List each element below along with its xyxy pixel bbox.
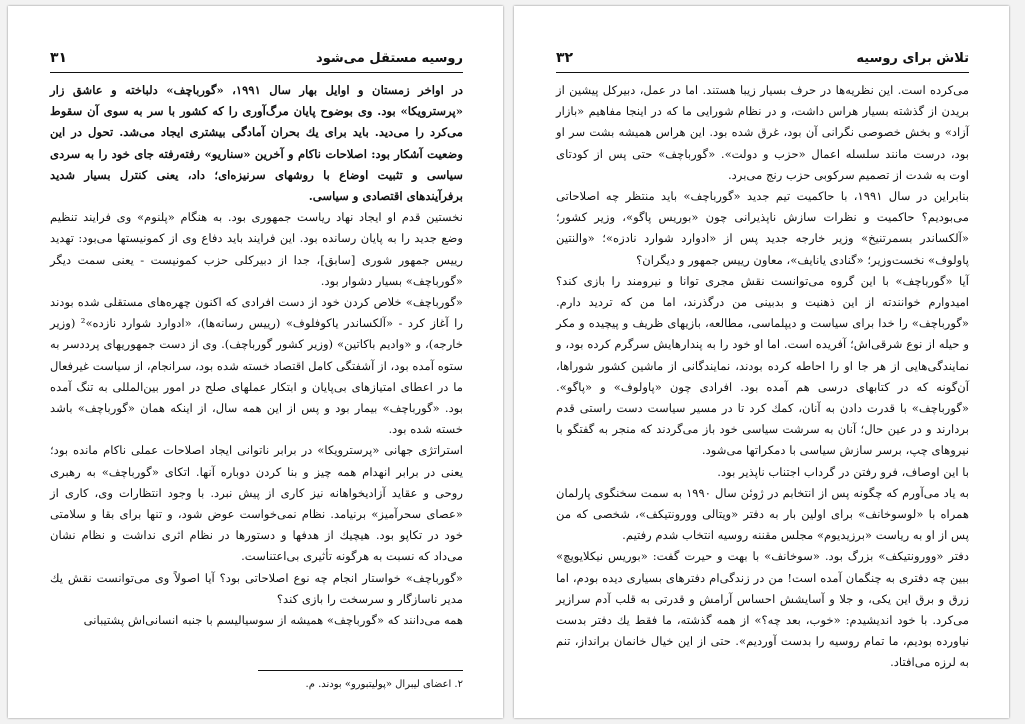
paragraph: «گورباچف» خواستار انجام چه نوع اصلاحاتی بود؟ آیا اصولاً وی می‌توانست نقش یك مدیر ناسازگار و سرسخت را بازی کند؟ [50, 570, 463, 606]
paragraph: «گورباچف» خلاص کردن خود از دست افرادی که اکنون چهره‌های مستقلی شده بودند را آغاز کرد - «آلکساندر یاکوفلوف» (رییس رسانه‌ها)، «ادوارد شوارد نازده»² (وزیر خارجه)، و «وادیم باکاتین» (وزیر کشور گورباچف). وی از دست جمهوریهای پرددسر به ستوه آمده بود، از آشفتگی کامل اقتصاد خسته شده بود، سرانجام، از سیاست غیرفعال ما در اعطای امتیازهای بی‌پایان و ابتکار عملهای صلح در امور بین‌المللی به تنگ آمده بود. «گورباچف» بیمار بود و پس از این همه سال، از اینکه همان «گورباچف» باشد خسته شده بود. [50, 295, 463, 437]
paragraph: نخستین قدم او ایجاد نهاد ریاست جمهوری بود. به هنگام «پلنوم» وی فرایند تنظیم وضع جدید را به پایان رسانده بود. این فرایند باید دفاع وی از کمونیستها می‌بود: تهدید رییس جمهور شوری [سابق]، جدا از دبیرکلی حزب کمونیست - یعنی سمت دیگر «گورباچف» بسیار دشوار بود. [50, 210, 463, 288]
footnote-divider [258, 670, 463, 671]
left-page-header [50, 50, 463, 73]
left-page [8, 6, 503, 718]
footnote: ۲. اعضای لیبرال «پولیتبورو» بودند. م. [305, 679, 463, 690]
right-page-title: تلاش برای روسیه [856, 51, 969, 66]
left-page-title: روسیه مستقل می‌شود [316, 51, 463, 66]
paragraph: با این اوصاف، فرو رفتن در گرداب اجتناب ناپذیر بود. [717, 464, 969, 479]
left-page-body [50, 80, 463, 631]
right-page-content [556, 50, 969, 674]
right-page [514, 6, 1009, 718]
paragraph: به یاد می‌آورم که چگونه پس از انتخابم در ژوئن سال ۱۹۹۰ به سمت سخنگوی پارلمان همراه با «لوسوخانف» برای اولین بار به دفتر «ویتالی وورونتیکف»، شخصی که من پس از او به ریاست «برزیدیوم» مجلس مقننه روسیه انتخاب شدم رفتیم. [556, 485, 969, 543]
paragraph: آیا «گورباچف» با این گروه می‌توانست نقش مجری توانا و نیرومند را بازی کند؟ امیدوارم خوانندته از این ذهنیت و بدبینی من درگذرند، اما من که تردید دارم. «گورباچف» را خدا برای سیاست و دیپلماسی، مطالعه، بازیهای ظریف و پیچیده و مکر و حیله از نوع شرقی‌اش؛ آفریده است. اما او خود را به پندارهایش سرگرم کرده بود، و نمایندگی‌هایی از هر جا او را احاطه کرده بودند، نمایندگانی از ماشین کشور شوراها، آن‌گونه که در کتابهای درسی هم آمده بود. افرادی چون «پاولوف» و «پاگو». «گورباچف» با قدرت دادن به آنان، کمك کرد تا در مسیر سیاست دست راستی قدم بردارند و در عین حال؛ آنان به سرشت سیاسی خود باز می‌گردند که منجر به گفتگو با نیروهای چپ، برسر سازش سیاسی با دمکراتها می‌شود. [556, 273, 969, 458]
left-page-content [50, 50, 463, 631]
paragraph: استراتژی جهانی «پرسترویکا» در برابر ناتوانی ایجاد اصلاحات عملی ناکام مانده بود؛ یعنی در برابر انهدام همه چیز و بنا کردن دوباره آنها. اتکای «گورباچف» به رهبری روحی و عقاید آزادیخواهانه نیز کاری از پیش نبرد. با وجود انتظارات وی، کاری از «عصای سحرآمیز» برنیامد. نظام نمی‌خواست عوض شود، و تنها برای بقا و سلامتی خود در تکاپو بود. هیچیك از هدفها و دستورها در نظام اثری نداشت و نظام نشان می‌داد که نسبت به هرگونه تأثیری بی‌اعتناست. [50, 443, 463, 564]
paragraph: بنابراین در سال ۱۹۹۱، با حاکمیت تیم جدید «گورباچف» باید منتظر چه اصلاحاتی می‌بودیم؟ حاکمیت و نظرات سازش ناپذیرانی چون «بوریس پاگو»، وزیر کشور؛ «آلکساندر بسمرتنیخ» وزیر خارجه جدید پس از «ادوارد شوارد نادزه»؛ «والنتین پاولوف» نخست‌وزیر؛ «گنادی یانایف»، معاون رییس جمهور و دیگران؟ [556, 189, 969, 267]
paragraph: می‌کرده است. این نظریه‌ها در حرف بسیار زیبا هستند. اما در عمل، دبیرکل پیشین از بریدن از گذشته بسیار هراس داشت، و در نظام شورایی ما که در اینجا مفاهیم «بازار آزاد» و بخش خصوصی نگرانی آن بود، غرق شده بود. این هراس همیشه بشت سر او بود، درست مانند سلسله اعمال «حزب و دولت». «گورباچف» حتی پس از کودتای اوت به شدت از تصمیم سرکوبی حزب رنج می‌برد. [556, 83, 969, 182]
right-page-header [556, 50, 969, 73]
paragraph: همه می‌دانند که «گورباچف» همیشه از سوسیالیسم با جنبه انسانی‌اش پشتیبانی [83, 613, 463, 628]
right-page-body [556, 80, 969, 674]
paragraph: در اواخر زمستان و اوایل بهار سال ۱۹۹۱، «گورباچف» دلباخته و عاشق زار «پرسترویکا» بود. وی بوضوح پایان مرگ‌آوری را که کشور با سر به سوی آن سقوط می‌کرد را می‌دید. باید برای یك بحران آمادگی بیشتری ایجاد می‌شد. تحول در این وضعیت آشکار بود: اصلاحات ناکام و آخرین «سناریو» رفته‌رفته جای خود را به سردی سیاسی و تثبیت اوضاع با روشهای سرنیزه‌ای؛ داد، یعنی کنترل بسیار شدید برفرآیندهای اقتصادی و سیاسی. [50, 83, 463, 204]
right-page-number: ۳۲ [556, 50, 574, 66]
paragraph: دفتر «وورونتیکف» بزرگ بود. «سوخانف» با بهت و حیرت گفت: «بوریس نیکلایویچ» ببین چه دفتری به چنگمان آمده است! من در زندگی‌ام دفترهای بسیاری دیده بودم، اما زرق و برق این یکی، و جلا و آسایشش احساس آرامش و قدرتی به قلب آدم سرازیر می‌کرد. با خود اندیشیدم: «خوب، بعد چه؟» از همه گذشته، ما فقط یك دفتر بدست نیاورده بودیم، ما تمام روسیه را بدست آوردیم». حتی از این خیال خانمان برانداز، تنم به لرزه می‌افتاد. [556, 549, 969, 670]
left-page-number: ۳۱ [50, 50, 68, 66]
